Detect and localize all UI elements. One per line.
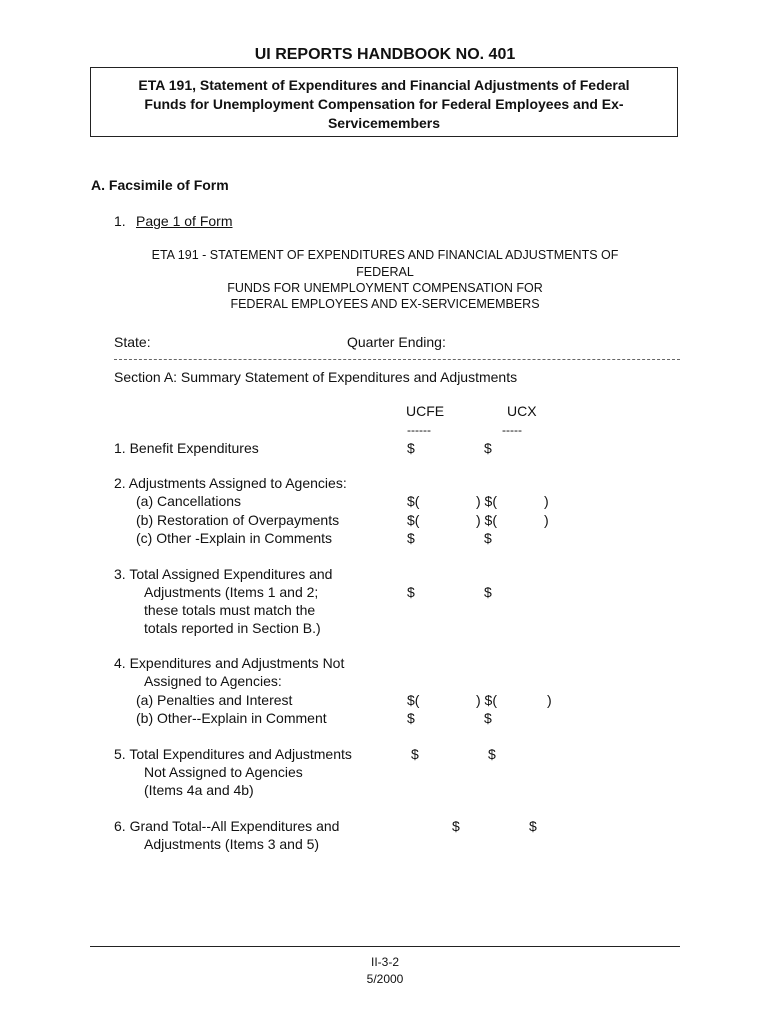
item-4a-ucx: ) $( bbox=[476, 692, 497, 708]
item-5-label-line-3: (Items 4a and 4b) bbox=[144, 782, 254, 798]
handbook-title: UI REPORTS HANDBOOK NO. 401 bbox=[254, 46, 516, 63]
item-4a-close: ) bbox=[547, 692, 552, 708]
item-4b-label: (b) Other--Explain in Comment bbox=[136, 710, 327, 726]
item-4b-ucx-dollar: $ bbox=[484, 710, 492, 726]
item-3-label-line-3: these totals must match the bbox=[144, 602, 316, 618]
item-1-ucx-dollar: $ bbox=[484, 440, 492, 456]
form-title-line-4: FEDERAL EMPLOYEES AND EX-SERVICEMEMBERS bbox=[230, 297, 540, 311]
item-4b-ucfe-dollar: $ bbox=[407, 710, 415, 726]
page-number: II-3-2 bbox=[370, 955, 399, 969]
subheading-link[interactable]: Page 1 of Form bbox=[136, 213, 233, 229]
ucfe-column-rule: ------ bbox=[407, 423, 431, 437]
ucx-column-header: UCX bbox=[507, 403, 537, 419]
section-a-title: Section A: Summary Statement of Expenditures and Adjustments bbox=[114, 369, 518, 385]
item-4a-ucfe: $( bbox=[407, 692, 420, 708]
item-5-ucx-dollar: $ bbox=[488, 746, 496, 762]
item-2a-ucx: ) $( bbox=[476, 493, 497, 509]
item-2c-ucfe-dollar: $ bbox=[407, 530, 415, 546]
footer-rule bbox=[90, 946, 680, 947]
item-2b-close: ) bbox=[544, 512, 549, 528]
item-2a-label: (a) Cancellations bbox=[136, 493, 242, 509]
ucx-column-rule: ----- bbox=[502, 423, 522, 437]
revision-date: 5/2000 bbox=[366, 972, 404, 986]
quarter-ending-label: Quarter Ending: bbox=[347, 334, 446, 350]
form-title-line-1: ETA 191 - STATEMENT OF EXPENDITURES AND FINANCIAL ADJUSTMENTS OF bbox=[151, 248, 619, 262]
ucfe-column-header: UCFE bbox=[406, 403, 445, 419]
item-3-label-line-1: 3. Total Assigned Expenditures and bbox=[114, 566, 333, 582]
item-3-ucx-dollar: $ bbox=[484, 584, 492, 600]
item-2b-ucx: ) $( bbox=[476, 512, 497, 528]
item-2c-label: (c) Other -Explain in Comments bbox=[136, 530, 333, 546]
item-2-label: 2. Adjustments Assigned to Agencies: bbox=[114, 475, 347, 491]
item-2a-ucfe: $( bbox=[407, 493, 420, 509]
item-2a-close: ) bbox=[544, 493, 549, 509]
box-title-line-2: Funds for Unemployment Compensation for Federal Employees and Ex- bbox=[144, 96, 624, 112]
form-title-line-3: FUNDS FOR UNEMPLOYMENT COMPENSATION FOR bbox=[227, 281, 543, 295]
item-4-label-line-1: 4. Expenditures and Adjustments Not bbox=[114, 655, 345, 671]
item-6-label-line-2: Adjustments (Items 3 and 5) bbox=[144, 836, 320, 852]
item-3-ucfe-dollar: $ bbox=[407, 584, 415, 600]
form-title-line-2: FEDERAL bbox=[356, 265, 414, 279]
item-4a-label: (a) Penalties and Interest bbox=[136, 692, 293, 708]
dashed-divider bbox=[114, 359, 680, 360]
box-title-line-1: ETA 191, Statement of Expenditures and Financial Adjustments of Federal bbox=[138, 77, 630, 93]
item-5-label-line-1: 5. Total Expenditures and Adjustments bbox=[114, 746, 352, 762]
item-3-label-line-4: totals reported in Section B.) bbox=[144, 620, 321, 636]
item-2b-label: (b) Restoration of Overpayments bbox=[136, 512, 340, 528]
item-6-ucfe-dollar: $ bbox=[452, 818, 460, 834]
item-6-ucx-dollar: $ bbox=[529, 818, 537, 834]
state-label: State: bbox=[114, 334, 151, 350]
item-5-label-line-2: Not Assigned to Agencies bbox=[144, 764, 303, 780]
item-1-ucfe-dollar: $ bbox=[407, 440, 415, 456]
section-heading: A. Facsimile of Form bbox=[91, 177, 229, 193]
subheading-number: 1. bbox=[114, 213, 126, 229]
item-3-label-line-2: Adjustments (Items 1 and 2; bbox=[144, 584, 319, 600]
item-1-label: 1. Benefit Expenditures bbox=[114, 440, 259, 456]
item-4-label-line-2: Assigned to Agencies: bbox=[144, 673, 282, 689]
box-title-line-3: Servicemembers bbox=[327, 115, 441, 131]
item-2b-ucfe: $( bbox=[407, 512, 420, 528]
item-5-ucfe-dollar: $ bbox=[411, 746, 419, 762]
item-2c-ucx-dollar: $ bbox=[484, 530, 492, 546]
item-6-label-line-1: 6. Grand Total--All Expenditures and bbox=[114, 818, 340, 834]
